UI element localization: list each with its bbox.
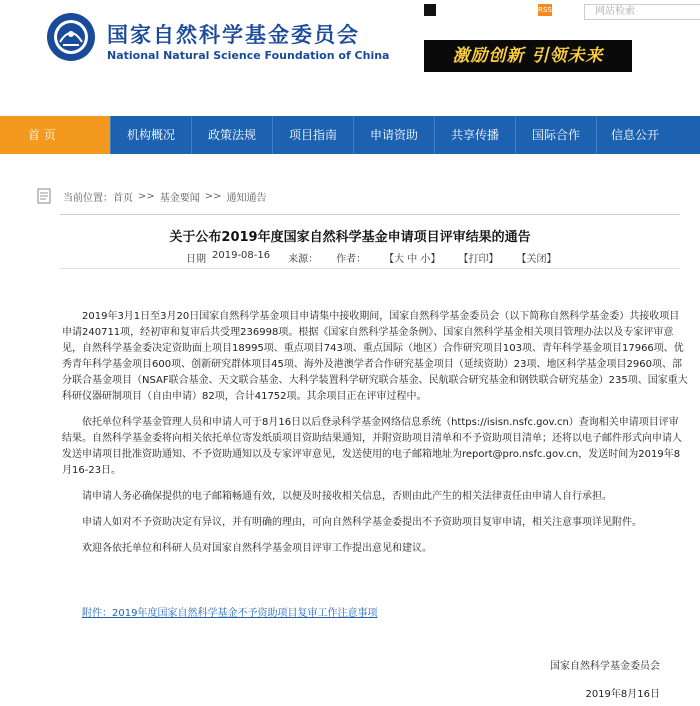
divider <box>60 268 680 269</box>
date-value: 2019-08-16 <box>212 250 271 261</box>
search-input[interactable]: 网站检索 <box>584 4 700 20</box>
signature-date: 2019年8月16日 <box>585 689 660 700</box>
nav-item-policies[interactable]: 政策法规 <box>192 116 273 154</box>
paragraph: 依托单位科学基金管理人员和申请人可于8月16日以后登录科学基金网络信息系统（https://isisn.nsfc.gov.cn）查询相关申请项目评审结果。自然科学基金委将向相关依托单位寄发纸质项目资助结果通知，并附资助项目清单和不予资助项目清单；还将以电子邮件形式向申请人发送申请项目批准资助通知、不予资助通知以及专家评审意见，发送使用的电子邮箱地址为report@pro.nsfc.gov.cn，发送时间为2019年8月16-23日。 <box>62 417 682 476</box>
breadcrumb <box>37 186 267 206</box>
article-body <box>62 309 688 567</box>
square-icon <box>424 4 436 16</box>
date-label: 日期 <box>186 254 206 265</box>
source-label: 来源： <box>288 254 319 265</box>
paragraph: 申请人如对不予资助决定有异议，并有明确的理由，可向自然科学基金委提出不予资助项目复审申请，相关注意事项详见附件。 <box>82 517 642 528</box>
paragraph: 欢迎各依托单位和科研人员对国家自然科学基金项目评审工作提出意见和建议。 <box>82 543 432 554</box>
nav-item-share[interactable]: 共享传播 <box>435 116 516 154</box>
site-header <box>0 0 700 116</box>
breadcrumb-news[interactable]: 基金要闻 <box>159 192 200 204</box>
org-name-cn[interactable]: 国家自然科学基金委员会 <box>107 23 360 47</box>
breadcrumb-separator: >> <box>204 190 222 202</box>
nav-item-disclosure[interactable]: 信息公开 <box>610 128 659 142</box>
paragraph: 2019年3月1日至3月20日国家自然科学基金项目申请集中接收期间，国家自然科学基金委员会（以下简称自然科学基金委）共接收项目申请240711项，经初审和复审后共受理236998项。根据《国家自然科学基金条例》、国家自然科学基金相关项目管理办法以及专家评审意见，自然科学基金委决定资助面上项目18995项、重点项目743项、重点国际（地区）合作研究项目103项、青年科学基金项目17966项、优秀青年科学基金项目600项、创新研究群体项目45项、海外及港澳学者合作研究基金项目（延续资助）23项、地区科学基金项目2960项、部分联合基金项目（NSAF联合基金、天文联合基金、大科学装置科学研究联合基金、民航联合研究基金和钢铁联合研究基金）235项、国家重大科研仪器研制项目（自由申请）82项，合计41752项。其余项目正在评审过程中。 <box>62 311 688 402</box>
slogan-banner: 激励创新 引领未来 <box>424 40 632 72</box>
org-name-en[interactable]: National Natural Science Foundation of China <box>107 49 390 62</box>
nav-item-home[interactable]: 首 页 <box>0 116 111 154</box>
article-meta <box>186 250 556 265</box>
paragraph: 请申请人务必确保提供的电子邮箱畅通有效，以便及时接收相关信息，否则由此产生的相关法律责任由申请人自行承担。 <box>82 491 612 502</box>
nav-item-apply[interactable]: 申请资助 <box>354 116 435 154</box>
article-title: 关于公布2019年度国家自然科学基金申请项目评审结果的通告 <box>169 230 531 245</box>
breadcrumb-home[interactable]: 首页 <box>113 192 133 204</box>
nav-item-international[interactable]: 国际合作 <box>516 116 597 154</box>
breadcrumb-separator: >> <box>138 190 155 202</box>
print-button[interactable]: 【打印】 <box>458 254 499 265</box>
rss-icon[interactable]: RSS <box>538 6 552 14</box>
font-size-controls[interactable]: 【大 中 小】 <box>384 254 441 265</box>
attachment-link[interactable]: 附件：2019年度国家自然科学基金不予资助项目复审工作注意事项 <box>82 608 378 619</box>
close-button[interactable]: 【关闭】 <box>516 254 557 265</box>
author-label: 作者： <box>336 254 367 265</box>
document-icon <box>37 188 51 204</box>
breadcrumb-prefix: 当前位置： <box>63 192 113 204</box>
nav-item-guide[interactable]: 项目指南 <box>273 116 354 154</box>
divider <box>60 214 680 215</box>
signature-org: 国家自然科学基金委员会 <box>550 661 660 672</box>
breadcrumb-notices[interactable]: 通知通告 <box>226 192 267 204</box>
nav-item-about[interactable]: 机构概况 <box>111 116 192 154</box>
main-nav <box>0 116 700 154</box>
nsfc-emblem-icon[interactable] <box>46 12 96 62</box>
